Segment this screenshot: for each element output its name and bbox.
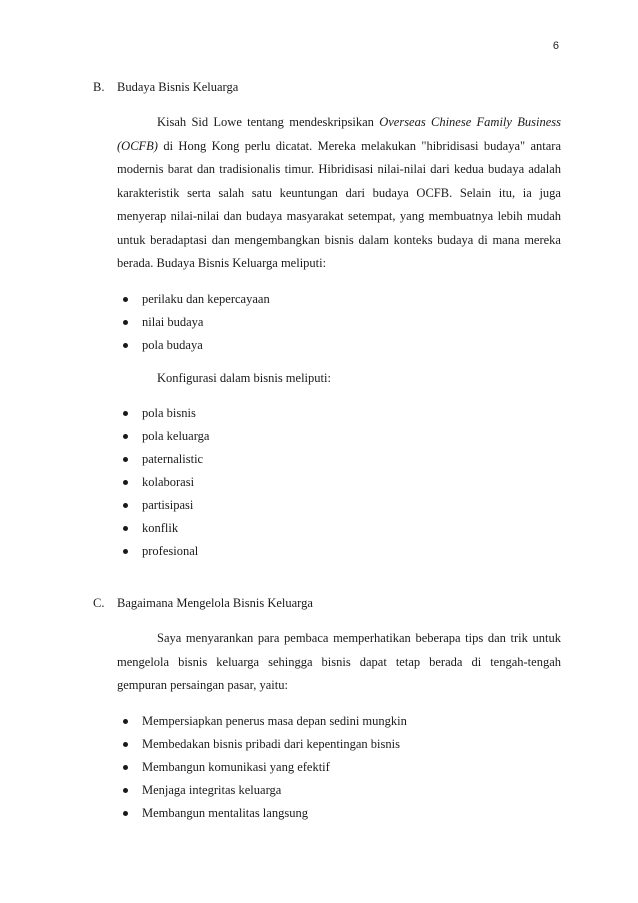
paragraph-lead-text: Kisah Sid Lowe tentang mendeskripsikan <box>157 115 380 129</box>
paragraph-italic-term: Overseas Chinese Family Business <box>379 115 561 129</box>
section-c-paragraph: Saya menyarankan para pembaca memperhatikan beberapa tips dan trik untuk mengelola bisnis keluarga sehingga bisnis dapat tetap berada di tengah-tengah gempuran persaingan pasar, yaitu: <box>117 631 561 692</box>
bullet-icon <box>123 434 128 439</box>
list-item: paternalistic <box>117 448 561 471</box>
list-item: kolaborasi <box>117 471 561 494</box>
list-item: perilaku dan kepercayaan <box>117 288 561 311</box>
paragraph-italic-abbr: (OCFB) <box>117 138 158 153</box>
section-c-letter: C. <box>93 596 105 610</box>
section-b-title: Budaya Bisnis Keluarga <box>117 80 239 94</box>
list-item: profesional <box>117 540 561 563</box>
bullet-icon <box>123 503 128 508</box>
list-item: partisipasi <box>117 494 561 517</box>
paragraph-body-text: di Hong Kong perlu dicatat. Mereka melakukan "hibridisasi budaya" antara modernis barat dan tradisionalis timur. Hibridisasi nilai-nilai dari kedua budaya adalah karakteristik serta salah satu keuntungan dari budaya OCFB. Selain itu, ia juga menyerap nilai-nilai dan budaya masyarakat setempat, yang membuatnya lebih mudah untuk beradaptasi dan mengembangkan bisnis dalam konteks budaya di mana mereka berada. Budaya Bisnis Keluarga meliputi: <box>117 138 561 270</box>
list-item: pola keluarga <box>117 425 561 448</box>
bullet-icon <box>123 549 128 554</box>
tips-list <box>117 710 561 825</box>
config-intro: Konfigurasi dalam bisnis meliputi: <box>157 370 331 385</box>
bullet-icon <box>123 742 128 747</box>
list-item: Membangun komunikasi yang efektif <box>117 756 561 779</box>
section-c-title: Bagaimana Mengelola Bisnis Keluarga <box>117 596 313 610</box>
section-b <box>93 79 561 563</box>
list-item: Membangun mentalitas langsung <box>117 802 561 825</box>
list-item: pola bisnis <box>117 402 561 425</box>
config-list <box>117 402 561 563</box>
bullet-icon <box>123 788 128 793</box>
bullet-icon <box>123 343 128 348</box>
bullet-icon <box>123 765 128 770</box>
bullet-icon <box>123 480 128 485</box>
section-b-heading <box>93 79 561 95</box>
list-item: Mempersiapkan penerus masa depan sedini mungkin <box>117 710 561 733</box>
culture-list <box>117 288 561 357</box>
bullet-icon <box>123 297 128 302</box>
section-c <box>93 595 561 825</box>
list-item: konflik <box>117 517 561 540</box>
bullet-icon <box>123 526 128 531</box>
bullet-icon <box>123 811 128 816</box>
list-item: nilai budaya <box>117 311 561 334</box>
bullet-icon <box>123 320 128 325</box>
section-c-heading <box>93 595 561 611</box>
bullet-icon <box>123 719 128 724</box>
list-item: Menjaga integritas keluarga <box>117 779 561 802</box>
bullet-icon <box>123 411 128 416</box>
bullet-icon <box>123 457 128 462</box>
page-number: 6 <box>552 40 559 52</box>
section-b-letter: B. <box>93 80 105 94</box>
section-b-paragraph <box>117 111 561 276</box>
list-item: pola budaya <box>117 334 561 357</box>
list-item: Membedakan bisnis pribadi dari kepentingan bisnis <box>117 733 561 756</box>
